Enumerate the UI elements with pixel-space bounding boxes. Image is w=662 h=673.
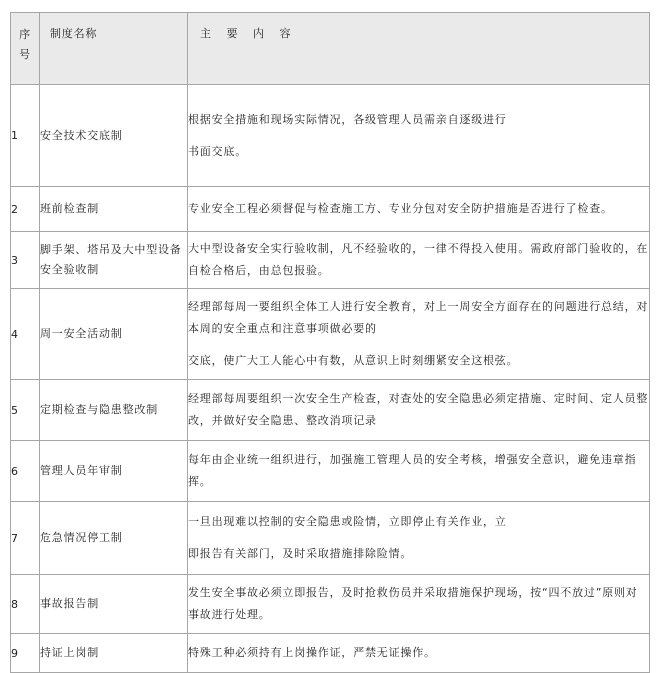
rule-content-line: 交底，使广大工人能心中有数，从意识上时刻绷紧安全这根弦。 [188, 354, 519, 367]
rule-name: 周一安全活动制 [40, 289, 188, 380]
rule-content-line: 每年由企业统一组织进行，加强施工管理人员的安全考核，增强安全意识，避免违章指挥。 [188, 453, 637, 488]
table-body [11, 85, 650, 673]
rule-name: 定期检查与隐患整改制 [40, 380, 188, 441]
rule-content-line: 书面交底。 [188, 144, 247, 158]
rule-content-line: 经理部每周要组织一次安全生产检查，对查处的安全隐患必须定措施、定时间、定人员整改，并做好安全隐患、整改消项记录 [188, 392, 649, 427]
rule-content-line: 经理部每周一要组织全体工人进行安全教育，对上一周安全方面存在的问题进行总结，对本周的安全重点和注意事项做必要的 [188, 300, 649, 335]
table-row [11, 502, 650, 575]
header-main-content: 主 要 内 容 [188, 13, 650, 85]
rule-name: 危急情况停工制 [40, 502, 188, 575]
rule-name: 脚手架、塔吊及大中型设备安全验收制 [40, 232, 188, 289]
table-header [11, 13, 650, 85]
table-row [11, 85, 650, 187]
header-row [11, 13, 650, 85]
row-number: 9 [11, 634, 40, 673]
rule-content [188, 441, 650, 502]
rule-content-line: 大中型设备安全实行验收制，凡不经验收的，一律不得投入使用。需政府部门验收的，在自检合格后，由总包报验。 [188, 242, 649, 277]
rule-content [188, 502, 650, 575]
header-serial-label: 序号 [19, 28, 31, 61]
rule-name: 班前检查制 [40, 187, 188, 232]
rule-content-line: 专业安全工程必须督促与检查施工方、专业分包对安全防护措施是否进行了检查。 [188, 202, 613, 215]
table-row [11, 380, 650, 441]
row-number: 7 [11, 502, 40, 575]
header-serial-number [11, 13, 40, 85]
rule-name: 安全技术交底制 [40, 85, 188, 187]
row-number: 2 [11, 187, 40, 232]
rule-content-line: 即报告有关部门，及时采取措施排除险情。 [188, 547, 413, 560]
row-number: 3 [11, 232, 40, 289]
rule-content [188, 289, 650, 380]
table-row [11, 575, 650, 634]
row-number: 5 [11, 380, 40, 441]
row-number: 6 [11, 441, 40, 502]
rule-name: 事故报告制 [40, 575, 188, 634]
row-number: 1 [11, 85, 40, 187]
rule-content-line: 发生安全事故必须立即报告，及时抢救伤员并采取措施保护现场，按“四不放过”原则对事故进行处理。 [188, 586, 638, 621]
safety-rules-table [10, 12, 650, 673]
rule-name: 持证上岗制 [40, 634, 188, 673]
header-rule-name: 制度名称 [40, 13, 188, 85]
table-row [11, 634, 650, 673]
table-row [11, 289, 650, 380]
table-row [11, 441, 650, 502]
rule-content [188, 380, 650, 441]
rule-content [188, 232, 650, 289]
rule-content-line: 特殊工种必须持有上岗操作证，严禁无证操作。 [188, 646, 436, 659]
table-row [11, 187, 650, 232]
row-number: 4 [11, 289, 40, 380]
rule-content [188, 634, 650, 673]
rule-content [188, 187, 650, 232]
rule-name: 管理人员年审制 [40, 441, 188, 502]
rule-content [188, 85, 650, 187]
table-row [11, 232, 650, 289]
rule-content-line: 根据安全措施和现场实际情况，各级管理人员需亲自逐级进行 [188, 112, 507, 126]
row-number: 8 [11, 575, 40, 634]
rule-content [188, 575, 650, 634]
rule-content-line: 一旦出现难以控制的安全隐患或险情，立即停止有关作业，立 [188, 515, 507, 528]
